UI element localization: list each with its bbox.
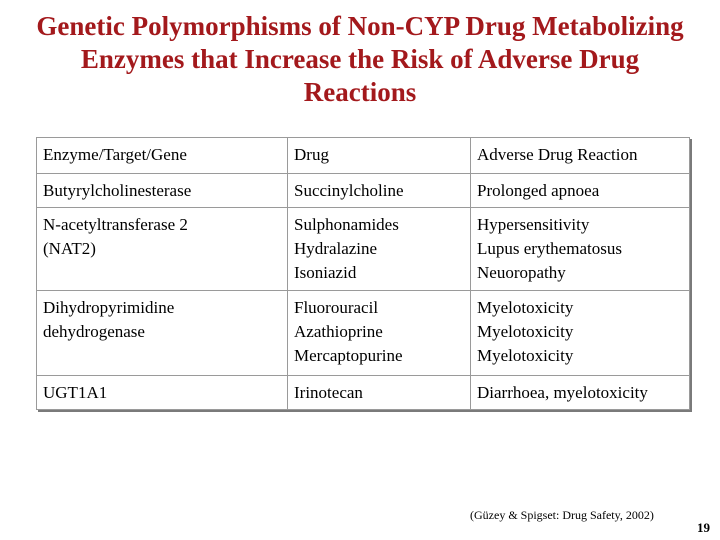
table-header-row [37, 138, 690, 174]
cell-text: N-acetyltransferase 2 [43, 215, 188, 234]
cell-enzyme [37, 174, 288, 208]
cell-drug [288, 291, 471, 376]
cell-drug [288, 208, 471, 291]
slide-title [0, 10, 720, 109]
cell-text: Succinylcholine [294, 181, 404, 200]
polymorphism-table-container [36, 137, 690, 410]
cell-text: dehydrogenase [43, 322, 145, 341]
cell-text: Fluorouracil [294, 298, 379, 317]
header-label: Adverse Drug Reaction [477, 145, 638, 164]
cell-text: Neuoropathy [477, 263, 566, 282]
header-enzyme [37, 138, 288, 174]
cell-text: Hypersensitivity [477, 215, 590, 234]
cell-text: Myelotoxicity [477, 322, 574, 341]
cell-reaction [471, 208, 690, 291]
cell-text: Lupus erythematosus [477, 239, 622, 258]
cell-reaction [471, 291, 690, 376]
cell-text: Sulphonamides [294, 215, 399, 234]
header-label: Drug [294, 145, 329, 164]
cell-enzyme [37, 208, 288, 291]
slide-title-line: Genetic Polymorphisms of Non-CYP Drug Metabolizing [36, 11, 684, 41]
cell-text: Myelotoxicity [477, 298, 574, 317]
cell-text: Irinotecan [294, 383, 363, 402]
cell-drug [288, 174, 471, 208]
cell-text: Azathioprine [294, 322, 383, 341]
table-row [37, 174, 690, 208]
cell-text: Diarrhoea, myelotoxicity [477, 383, 648, 402]
cell-text: Mercaptopurine [294, 346, 403, 365]
table-row [37, 291, 690, 376]
cell-text: (NAT2) [43, 239, 96, 258]
cell-text: Prolonged apnoea [477, 181, 600, 200]
cell-text: Myelotoxicity [477, 346, 574, 365]
cell-text: Dihydropyrimidine [43, 298, 175, 317]
cell-enzyme [37, 291, 288, 376]
citation: (Güzey & Spigset: Drug Safety, 2002) [470, 508, 654, 522]
table-row [37, 208, 690, 291]
slide-title-line: Enzymes that Increase the Risk of Adverse Drug [80, 44, 640, 74]
cell-text: Butyrylcholinesterase [43, 181, 192, 200]
header-reaction [471, 138, 690, 174]
table-row [37, 376, 690, 410]
polymorphism-table [36, 137, 690, 410]
cell-reaction [471, 174, 690, 208]
cell-reaction [471, 376, 690, 410]
header-label: Enzyme/Target/Gene [43, 145, 187, 164]
cell-drug [288, 376, 471, 410]
cell-enzyme [37, 376, 288, 410]
cell-text: UGT1A1 [43, 383, 108, 402]
cell-text: Isoniazid [294, 263, 357, 282]
slide-title-line: Reactions [303, 77, 417, 107]
cell-text: Hydralazine [294, 239, 378, 258]
page-number: 19 [697, 520, 710, 535]
header-drug [288, 138, 471, 174]
